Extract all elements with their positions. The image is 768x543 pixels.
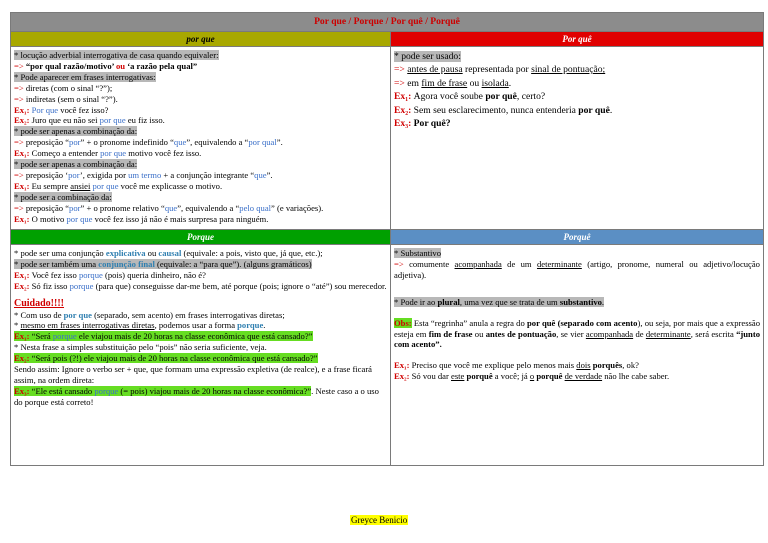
rule-line: => “por qual razão/motivo’ ou ‘a razão pela qual” xyxy=(14,60,198,71)
example-line: Ex₂: Só vou dar este porquê a você; já o porquê de verdade não lhe cabe saber. xyxy=(394,371,670,382)
content-row-bottom xyxy=(11,245,763,465)
rule-line: => preposição ‘por’, exigida por um termo + a conjunção integrante “que”. xyxy=(14,169,273,180)
grammar-table xyxy=(10,12,764,466)
header-row-top xyxy=(11,32,763,47)
example-line: Ex₁: “Será porque ele viajou mais de 20 horas na classe econômica que está cansado?” xyxy=(14,331,313,342)
spacer xyxy=(394,281,760,297)
rule-line: => antes de pausa representada por sinal de pontuação; xyxy=(394,64,606,76)
cell-porque xyxy=(11,245,391,465)
rule-line: => preposição “por” + o pronome relativo “que”, equivalendo a “pelo qual” (e variações). xyxy=(14,202,324,213)
header-porque-acento: Porquê xyxy=(391,230,763,245)
rule-line: * Com uso de por que (separado, sem acento) em frases interrogativas diretas; xyxy=(14,309,285,320)
rule-line: * pode ser apenas a combinação da: xyxy=(14,159,138,170)
example-line: Ex₃: “Ele está cansado porque (= pois) viajou mais de 20 horas na classe econômica?”. Neste caso a o uso do porque está correto! xyxy=(14,385,379,407)
example-line: Ex₂: Só fiz isso porque (para que) conseguisse dar-me bem, até porque (pois; ignore o “até”) sou merecedor. xyxy=(14,280,387,291)
cell-porque-acento xyxy=(391,245,763,465)
example-line: Ex₂: “Será pois (?!) ele viajou mais de 20 horas na classe econômica que está cansado?” xyxy=(14,353,318,364)
rule-line: * Pode aparecer em frases interrogativas: xyxy=(14,71,156,82)
rule-line: * pode ser a combinação da: xyxy=(14,191,112,202)
cell-por-que-acento xyxy=(391,47,763,229)
rule-line: * pode ser usado: xyxy=(394,51,461,62)
rule-line: * pode ser apenas a combinação da: xyxy=(14,126,138,137)
rule-line: => comumente acompanhada de um determinante (artigo, pronome, numeral ou adjetivo/locução adjetiva). xyxy=(394,258,760,280)
example-line: Ex₂: Juro que eu não sei por que eu fiz isso. xyxy=(14,115,165,126)
example-line: Ex₁: Agora você soube por quê, certo? xyxy=(394,91,546,103)
header-por-que-acento: Por quê xyxy=(391,32,763,47)
cell-por-que xyxy=(11,47,391,229)
rule-line: * Substantivo xyxy=(394,248,442,258)
rule-line: * locução adverbial interrogativa de casa quando equivaler: xyxy=(14,50,219,60)
rule-line: => diretas (com o sinal “?”); xyxy=(14,82,113,93)
spacer xyxy=(394,350,760,360)
rule-line: => preposição “por” + o pronome indefinido “que”, equivalendo a “por qual”. xyxy=(14,137,283,148)
example-line: Ex₁: O motivo por que você fez isso já não é mais surpresa para ninguém. xyxy=(14,213,269,224)
header-por-que: por que xyxy=(11,32,391,47)
rule-line: * Nesta frase a simples substituição pelo “pois” não seria suficiente, veja. xyxy=(14,342,267,353)
author-signature: Greyce Benicio xyxy=(351,515,408,525)
table-title: Por que / Porque / Por quê / Porquê xyxy=(11,13,763,32)
rule-line: => indiretas (sem o sinal “?”). xyxy=(14,93,118,104)
spacer xyxy=(394,308,760,318)
rule-line: * mesmo em frases interrogativas diretas, podemos usar a forma porque. xyxy=(14,320,266,331)
example-line: Ex₂: Sem seu esclarecimento, nunca entenderia por quê. xyxy=(394,104,613,116)
header-porque: Porque xyxy=(11,230,391,245)
example-line: Ex₃: Por quê? xyxy=(394,118,451,130)
observation: Obs: Esta “regrinha” anula a regra do por quê (separado com acento), ou seja, por mais que a expressão esteja em fim de frase ou antes de pontuação, se vier acompanhada de determinante, será escrita “junto com acento”. xyxy=(394,317,760,350)
rule-line: Sendo assim: Ignore o verbo ser + que, que formam uma expressão expletiva (de realce), e a frase ficará assim, na ordem direta: xyxy=(14,364,372,385)
rule-line: * Pode ir ao plural, uma vez que se trata de um substantivo. xyxy=(394,296,605,307)
rule-line: * pode ser uma conjunção explicativa ou causal (equivale: a pois, visto que, já que, etc.); xyxy=(14,248,323,258)
example-line: Ex₁: Começo a entender por que motivo você fez isso. xyxy=(14,148,202,159)
content-row-top xyxy=(11,47,763,229)
example-line: Ex₁: Por que você fez isso? xyxy=(14,104,109,115)
example-line: Ex₁: Eu sempre ansiei por que você me explicasse o motivo. xyxy=(14,180,223,191)
rule-line: * pode ser também uma conjunção final (equivale: a “para que”). (alguns gramáticos) xyxy=(14,258,312,269)
header-row-bottom xyxy=(11,229,763,245)
example-line: Ex₁: Preciso que você me explique pelo menos mais dois porquês, ok? xyxy=(394,360,639,371)
caution-heading: Cuidado!!!! xyxy=(14,297,65,309)
example-line: Ex₁: Você fez isso porque (pois) queria dinheiro, não é? xyxy=(14,269,206,280)
rule-line: => em fim de frase ou isolada. xyxy=(394,77,512,89)
